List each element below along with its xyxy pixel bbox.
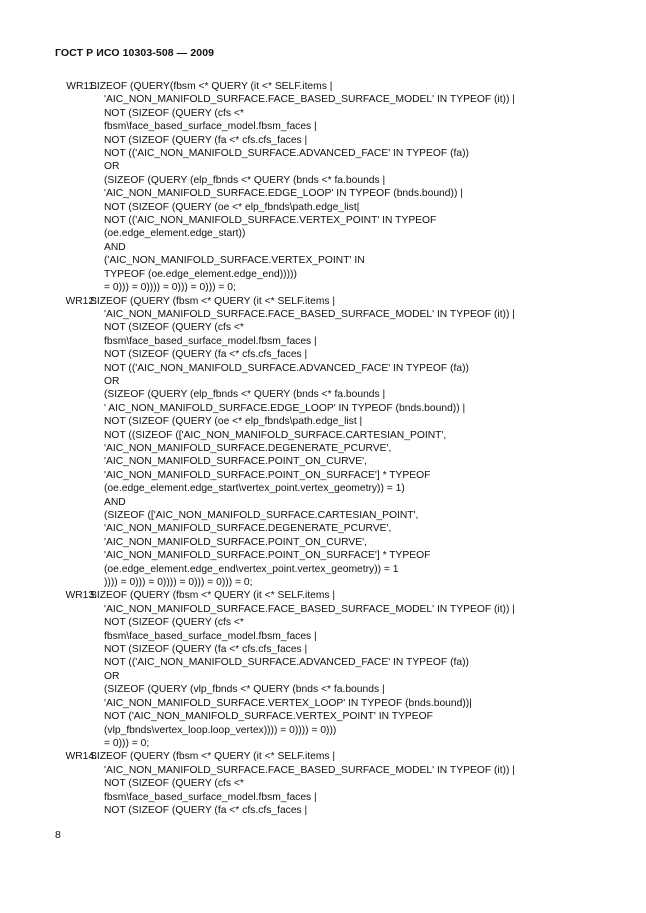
code-line: fbsm\face_based_surface_model.fbsm_faces | (104, 121, 317, 133)
code-line: (SIZEOF (QUERY (elp_fbnds <* QUERY (bnds <* fa.bounds | (104, 174, 386, 186)
rule-lines (90, 750, 646, 817)
rule-label: WR11: (66, 81, 97, 92)
code-line: (oe.edge_element.edge_start)) (104, 228, 246, 240)
code-line: (vlp_fbnds\vertex_loop.loop_vertex)))) = 0)))) = 0))) (104, 724, 337, 736)
code-line: AND (104, 496, 126, 508)
code-line: NOT (('AIC_NON_MANIFOLD_SURFACE.ADVANCED_FACE' IN TYPEOF (fa)) (104, 657, 469, 669)
code-line: (SIZEOF (['AIC_NON_MANIFOLD_SURFACE.CARTESIAN_POINT', (104, 510, 419, 521)
code-line: NOT (SIZEOF (QUERY (cfs <* (104, 322, 244, 334)
code-line: = 0))) = 0; (104, 737, 150, 749)
code-line: 'AIC_NON_MANIFOLD_SURFACE.FACE_BASED_SURFACE_MODEL' IN TYPEOF (it)) | (104, 308, 515, 320)
code-line: 'AIC_NON_MANIFOLD_SURFACE.VERTEX_LOOP' IN TYPEOF (bnds.bound))| (104, 697, 472, 709)
code-line: NOT (SIZEOF (QUERY (fa <* cfs.cfs_faces | (104, 644, 308, 656)
code-line: fbsm\face_based_surface_model.fbsm_faces | (104, 630, 317, 642)
rule-wr13 (0, 589, 646, 750)
code-line: NOT (('AIC_NON_MANIFOLD_SURFACE.VERTEX_POINT' IN TYPEOF (104, 215, 437, 227)
code-line: 'AIC_NON_MANIFOLD_SURFACE.FACE_BASED_SURFACE_MODEL' IN TYPEOF (it)) | (104, 764, 515, 776)
code-line: NOT ((SIZEOF (['AIC_NON_MANIFOLD_SURFACE.CARTESIAN_POINT', (104, 429, 447, 441)
code-line: NOT (SIZEOF (QUERY (fa <* cfs.cfs_faces | (104, 349, 308, 361)
code-line: 'AIC_NON_MANIFOLD_SURFACE.DEGENERATE_PCURVE', (104, 523, 392, 535)
code-line: 'AIC_NON_MANIFOLD_SURFACE.DEGENERATE_PCURVE', (104, 442, 392, 454)
code-line: NOT ('AIC_NON_MANIFOLD_SURFACE.VERTEX_POINT' IN TYPEOF (104, 711, 433, 723)
code-line: 'AIC_NON_MANIFOLD_SURFACE.POINT_ON_SURFACE'] * TYPEOF (104, 469, 431, 481)
code-line: NOT (SIZEOF (QUERY (oe <* elp_fbnds\path.edge_list | (104, 416, 363, 428)
code-line: SIZEOF (QUERY (fbsm <* QUERY (it <* SELF.items | (90, 751, 336, 763)
code-line: (SIZEOF (QUERY (vlp_fbnds <* QUERY (bnds <* fa.bounds | (104, 684, 385, 696)
rule-label: WR13: (65, 590, 97, 602)
code-line: NOT (SIZEOF (QUERY (cfs <* (104, 107, 244, 119)
code-line: (SIZEOF (QUERY (elp_fbnds <* QUERY (bnds <* fa.bounds | (104, 389, 386, 401)
code-line: ' AIC_NON_MANIFOLD_SURFACE.EDGE_LOOP' IN TYPEOF (bnds.bound)) | (104, 402, 466, 414)
code-line: )))) = 0))) = 0)))) = 0))) = 0))) = 0; (104, 577, 253, 589)
page-number: 8 (55, 829, 61, 841)
rule-wr12 (0, 295, 646, 590)
code-line: TYPEOF (oe.edge_element.edge_end))))) (104, 268, 297, 280)
rule-lines (90, 295, 646, 590)
code-line: SIZEOF (QUERY (fbsm <* QUERY (it <* SELF.items | (90, 295, 336, 307)
code-line: 'AIC_NON_MANIFOLD_SURFACE.POINT_ON_CURVE', (104, 536, 367, 548)
rules-block (0, 80, 646, 817)
rule-label: WR12: (65, 295, 97, 307)
code-line: NOT (('AIC_NON_MANIFOLD_SURFACE.ADVANCED_FACE' IN TYPEOF (fa)) (104, 148, 469, 160)
rule-lines (90, 80, 646, 295)
code-line: SIZEOF (QUERY(fbsm <* QUERY (it <* SELF.items | (90, 81, 333, 92)
code-line: fbsm\face_based_surface_model.fbsm_faces | (104, 791, 317, 803)
code-line: OR (104, 375, 120, 387)
code-line: 'AIC_NON_MANIFOLD_SURFACE.POINT_ON_CURVE', (104, 456, 367, 468)
code-line: 'AIC_NON_MANIFOLD_SURFACE.FACE_BASED_SURFACE_MODEL' IN TYPEOF (it)) | (104, 94, 515, 106)
code-line: (oe.edge_element.edge_start\vertex_point.vertex_geometry)) = 1) (104, 483, 405, 495)
code-line: OR (104, 670, 120, 682)
rule-wr14 (0, 750, 646, 817)
rule-lines (90, 589, 646, 750)
code-line: SIZEOF (QUERY (fbsm <* QUERY (it <* SELF.items | (90, 590, 336, 602)
code-line: 'AIC_NON_MANIFOLD_SURFACE.POINT_ON_SURFACE'] * TYPEOF (104, 550, 431, 562)
code-line: NOT (('AIC_NON_MANIFOLD_SURFACE.ADVANCED_FACE' IN TYPEOF (fa)) (104, 362, 469, 374)
code-line: OR (104, 161, 120, 173)
code-line: NOT (SIZEOF (QUERY (oe <* elp_fbnds\path.edge_list| (104, 201, 360, 213)
code-line: 'AIC_NON_MANIFOLD_SURFACE.FACE_BASED_SURFACE_MODEL' IN TYPEOF (it)) | (104, 603, 515, 615)
code-line: 'AIC_NON_MANIFOLD_SURFACE.EDGE_LOOP' IN TYPEOF (bnds.bound)) | (104, 188, 463, 200)
code-line: NOT (SIZEOF (QUERY (fa <* cfs.cfs_faces | (104, 804, 308, 816)
code-line: NOT (SIZEOF (QUERY (cfs <* (104, 617, 244, 629)
code-line: = 0))) = 0)))) = 0))) = 0))) = 0; (104, 282, 236, 294)
rule-wr11 (0, 80, 646, 295)
code-line: (oe.edge_element.edge_end\vertex_point.vertex_geometry)) = 1 (104, 563, 399, 575)
code-line: fbsm\face_based_surface_model.fbsm_faces | (104, 335, 317, 347)
code-line: AND (104, 241, 126, 253)
page-header: ГОСТ Р ИСО 10303-508 — 2009 (55, 47, 215, 59)
code-line: NOT (SIZEOF (QUERY (fa <* cfs.cfs_faces | (104, 134, 308, 146)
code-line: NOT (SIZEOF (QUERY (cfs <* (104, 778, 244, 790)
rule-label: WR14: (65, 751, 97, 763)
code-line: ('AIC_NON_MANIFOLD_SURFACE.VERTEX_POINT' IN (104, 255, 365, 267)
